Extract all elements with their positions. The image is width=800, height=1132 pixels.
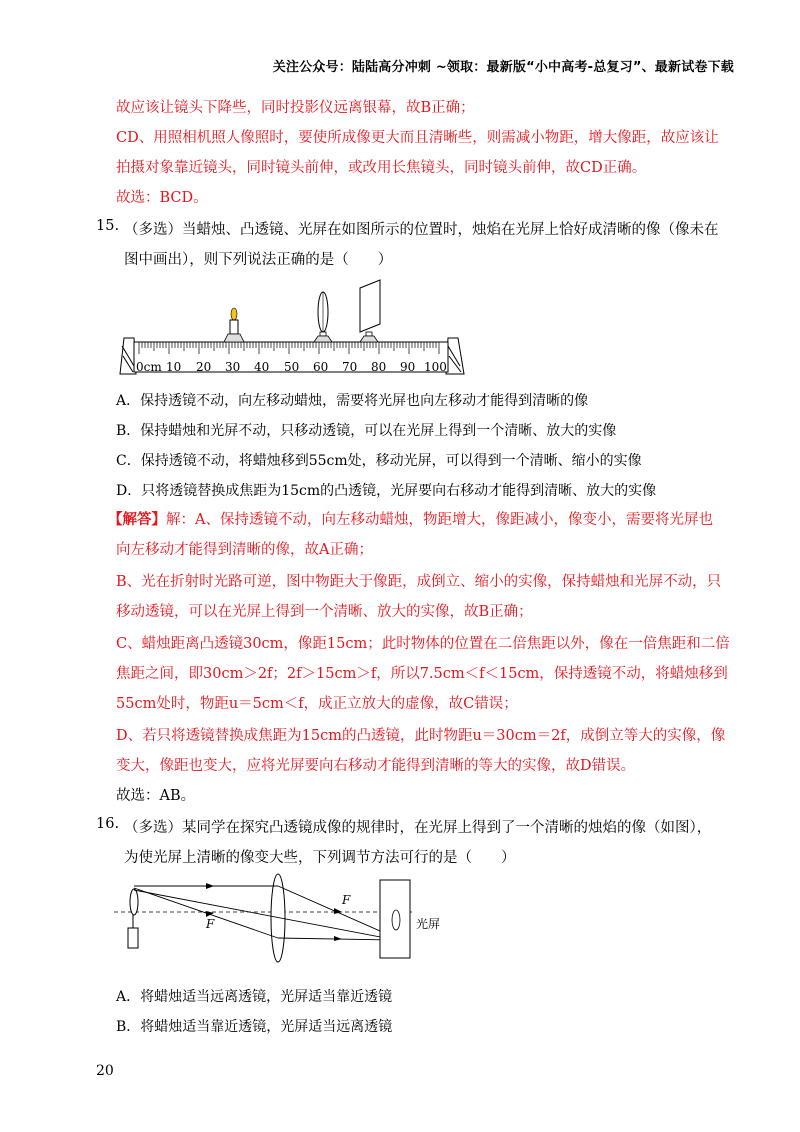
ruler-label: 100 [424, 360, 447, 374]
ruler-label: 70 [342, 360, 358, 374]
candle-icon [128, 889, 138, 948]
answer-line: 焦距之间，即30cm＞2f；2f＞15cm＞f，所以7.5cm＜f＜15cm，保持透镜不动，将蜡烛移到 [116, 666, 728, 682]
ruler-label: 40 [254, 360, 270, 374]
answer-text: 解：A、保持透镜不动，向左移动蜡烛，物距增大，像距减小，像变小，需要将光屏也 [166, 512, 713, 528]
option-b: B．保持蜡烛和光屏不动，只移动透镜，可以在光屏上得到一个清晰、放大的实像 [116, 423, 617, 439]
light-screen-icon [360, 280, 380, 342]
answer-tag: 【解答】 [108, 511, 166, 528]
answer-conclusion: 故选：AB。 [116, 788, 196, 804]
question-stem: 为使光屏上清晰的像变大些，下列调节方法可行的是（ ） [124, 850, 516, 866]
page-number: 20 [96, 1063, 114, 1079]
answer-line: 向左移动才能得到清晰的像，故A正确； [116, 542, 373, 558]
option-a: A．保持透镜不动，向左移动蜡烛，需要将光屏也向左移动才能得到清晰的像 [116, 393, 589, 409]
answer-line: B、光在折射时光路可逆，图中物距大于像距，成倒立、缩小的实像，保持蜡烛和光屏不动，只 [116, 574, 722, 590]
focal-point-label: F [342, 893, 351, 907]
option-a: A．将蜡烛适当远离透镜，光屏适当靠近透镜 [116, 989, 393, 1005]
answer-line: D、若只将透镜替换成焦距为15cm的凸透镜，此时物距u＝30cm＝2f，成倒立等大的实像，像 [116, 728, 726, 744]
optical-bench-figure [114, 276, 474, 386]
convex-lens-icon [314, 292, 332, 342]
ruler-label: 90 [400, 360, 416, 374]
ray-diagram-figure [114, 868, 454, 968]
candle-icon [224, 308, 244, 342]
answer-line: 变大，像距也变大，应将光屏要向右移动才能得到清晰的等大的实像，故D错误。 [116, 758, 636, 774]
answer-line: 55cm处时，物距u＝5cm＜f，成正立放大的虚像，故C错误； [116, 696, 518, 712]
question-number: 15. [96, 218, 120, 234]
answer-line: 移动透镜，可以在光屏上得到一个清晰、放大的实像，故B正确； [116, 604, 533, 620]
option-d: D．只将透镜替换成焦距为15cm的凸透镜，光屏要向右移动才能得到清晰、放大的实像 [116, 483, 657, 499]
prev-answer-line: 故选：BCD。 [116, 190, 208, 206]
page-header: 关注公众号：陆陆高分冲刺 ~领取：最新版“小中高考-总复习”、最新试卷下载 [272, 60, 734, 75]
right-support [446, 338, 464, 374]
ruler-label: 60 [313, 360, 329, 374]
prev-answer-line: 故应该让镜头下降些，同时投影仪远离银幕，故B正确； [116, 100, 475, 116]
answer-line [108, 510, 713, 530]
ruler-label: 50 [284, 360, 300, 374]
question-stem: （多选）当蜡烛、凸透镜、光屏在如图所示的位置时，烛焰在光屏上恰好成清晰的像（像未在 [124, 222, 719, 238]
ruler-label: 10 [166, 360, 182, 374]
question-stem: 图中画出），则下列说法正确的是（ ） [124, 252, 393, 268]
light-screen-icon [380, 880, 410, 958]
ruler-label: 80 [371, 360, 387, 374]
focal-point-label: F [206, 917, 215, 931]
ruler-label: 30 [225, 360, 241, 374]
prev-answer-line: CD、用照相机照人像照时，要使所成像更大而且清晰些，则需减小物距，增大像距，故应该让 [116, 130, 719, 146]
option-c: C．保持透镜不动，将蜡烛移到55cm处，移动光屏，可以得到一个清晰、缩小的实像 [116, 453, 642, 469]
ruler-label: 0cm [136, 360, 162, 374]
option-b: B．将蜡烛适当靠近透镜，光屏适当远离透镜 [116, 1019, 393, 1035]
question-stem: （多选）某同学在探究凸透镜成像的规律时，在光屏上得到了一个清晰的烛焰的像（如图）， [124, 820, 712, 836]
prev-answer-line: 拍摄对象靠近镜头，同时镜头前伸，或改用长焦镜头，同时镜头前伸，故CD正确。 [116, 160, 647, 176]
screen-label: 光屏 [416, 917, 441, 931]
ruler-label: 20 [196, 360, 212, 374]
question-number: 16. [96, 816, 120, 832]
answer-line: C、蜡烛距离凸透镜30cm，像距15cm；此时物体的位置在二倍焦距以外，像在一倍焦距和二倍 [116, 636, 730, 652]
